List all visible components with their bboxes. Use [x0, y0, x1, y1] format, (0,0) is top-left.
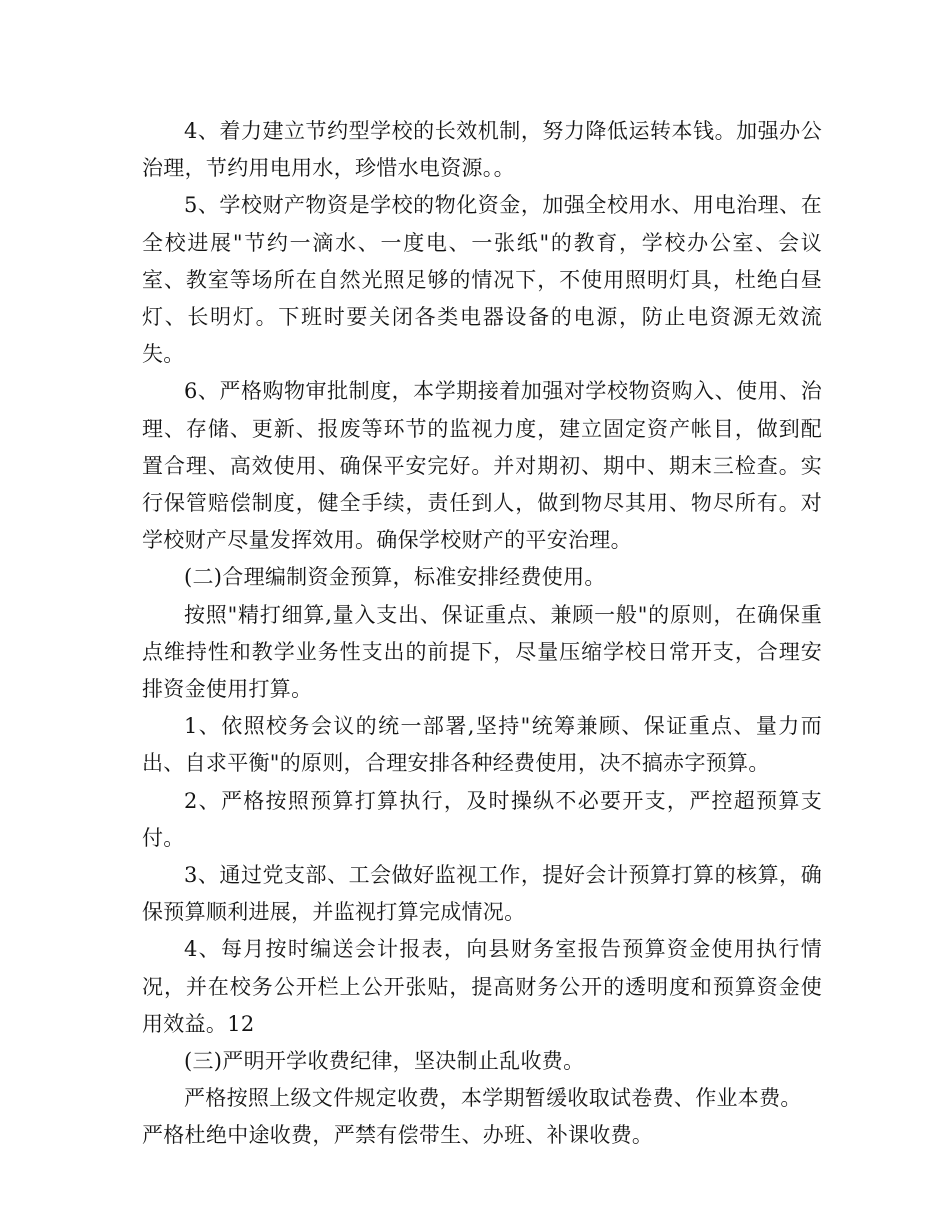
paragraph: 5、学校财产物资是学校的物化资金，加强全校用水、用电治理、在全校进展"节约一滴水、一度电、一张纸"的教育，学校办公室、会议室、教室等场所在自然光照足够的情况下，不使用照明灯具，杜绝白昼灯、长明灯。下班时要关闭各类电器设备的电源，防止电资源无效流失。 [142, 193, 822, 367]
document-body [142, 113, 822, 1155]
paragraph: 4、着力建立节约型学校的长效机制，努力降低运转本钱。加强办公治理，节约用电用水，珍惜水电资源。。 [142, 119, 822, 181]
paragraph: 严格按照上级文件规定收费，本学期暂缓收取试卷费、作业本费。严格杜绝中途收费，严禁有偿带生、办班、补课收费。 [142, 1086, 802, 1148]
paragraph: 3、通过党支部、工会做好监视工作，提好会计预算打算的核算，确保预算顺利进展，并监视打算完成情况。 [142, 863, 822, 925]
paragraph: 6、严格购物审批制度，本学期接着加强对学校物资购入、使用、治理、存储、更新、报废等环节的监视力度，建立固定资产帐目，做到配置合理、高效使用、确保平安完好。并对期初、期中、期末三检查。实行保管赔偿制度，健全手续，责任到人，做到物尽其用、物尽所有。对学校财产尽量发挥效用。确保学校财产的平安治理。 [142, 379, 822, 553]
paragraph: 2、严格按照预算打算执行，及时操纵不必要开支，严控超预算支付。 [142, 788, 822, 850]
section-heading: (三)严明开学收费纪律，坚决制止乱收费。 [184, 1049, 585, 1074]
paragraph: 按照"精打细算,量入支出、保证重点、兼顾一般"的原则，在确保重点维持性和教学业务性支出的前提下，尽量压缩学校日常开支，合理安排资金使用打算。 [142, 602, 822, 702]
section-heading: (二)合理编制资金预算，标准安排经费使用。 [184, 565, 606, 590]
paragraph: 4、每月按时编送会计报表，向县财务室报告预算资金使用执行情况，并在校务公开栏上公开张贴，提高财务公开的透明度和预算资金使用效益。12 [142, 937, 822, 1036]
paragraph: 1、依照校务会议的统一部署,坚持"统筹兼顾、保证重点、量力而出、自求平衡"的原则，合理安排各种经费使用，决不搞赤字预算。 [142, 714, 822, 776]
